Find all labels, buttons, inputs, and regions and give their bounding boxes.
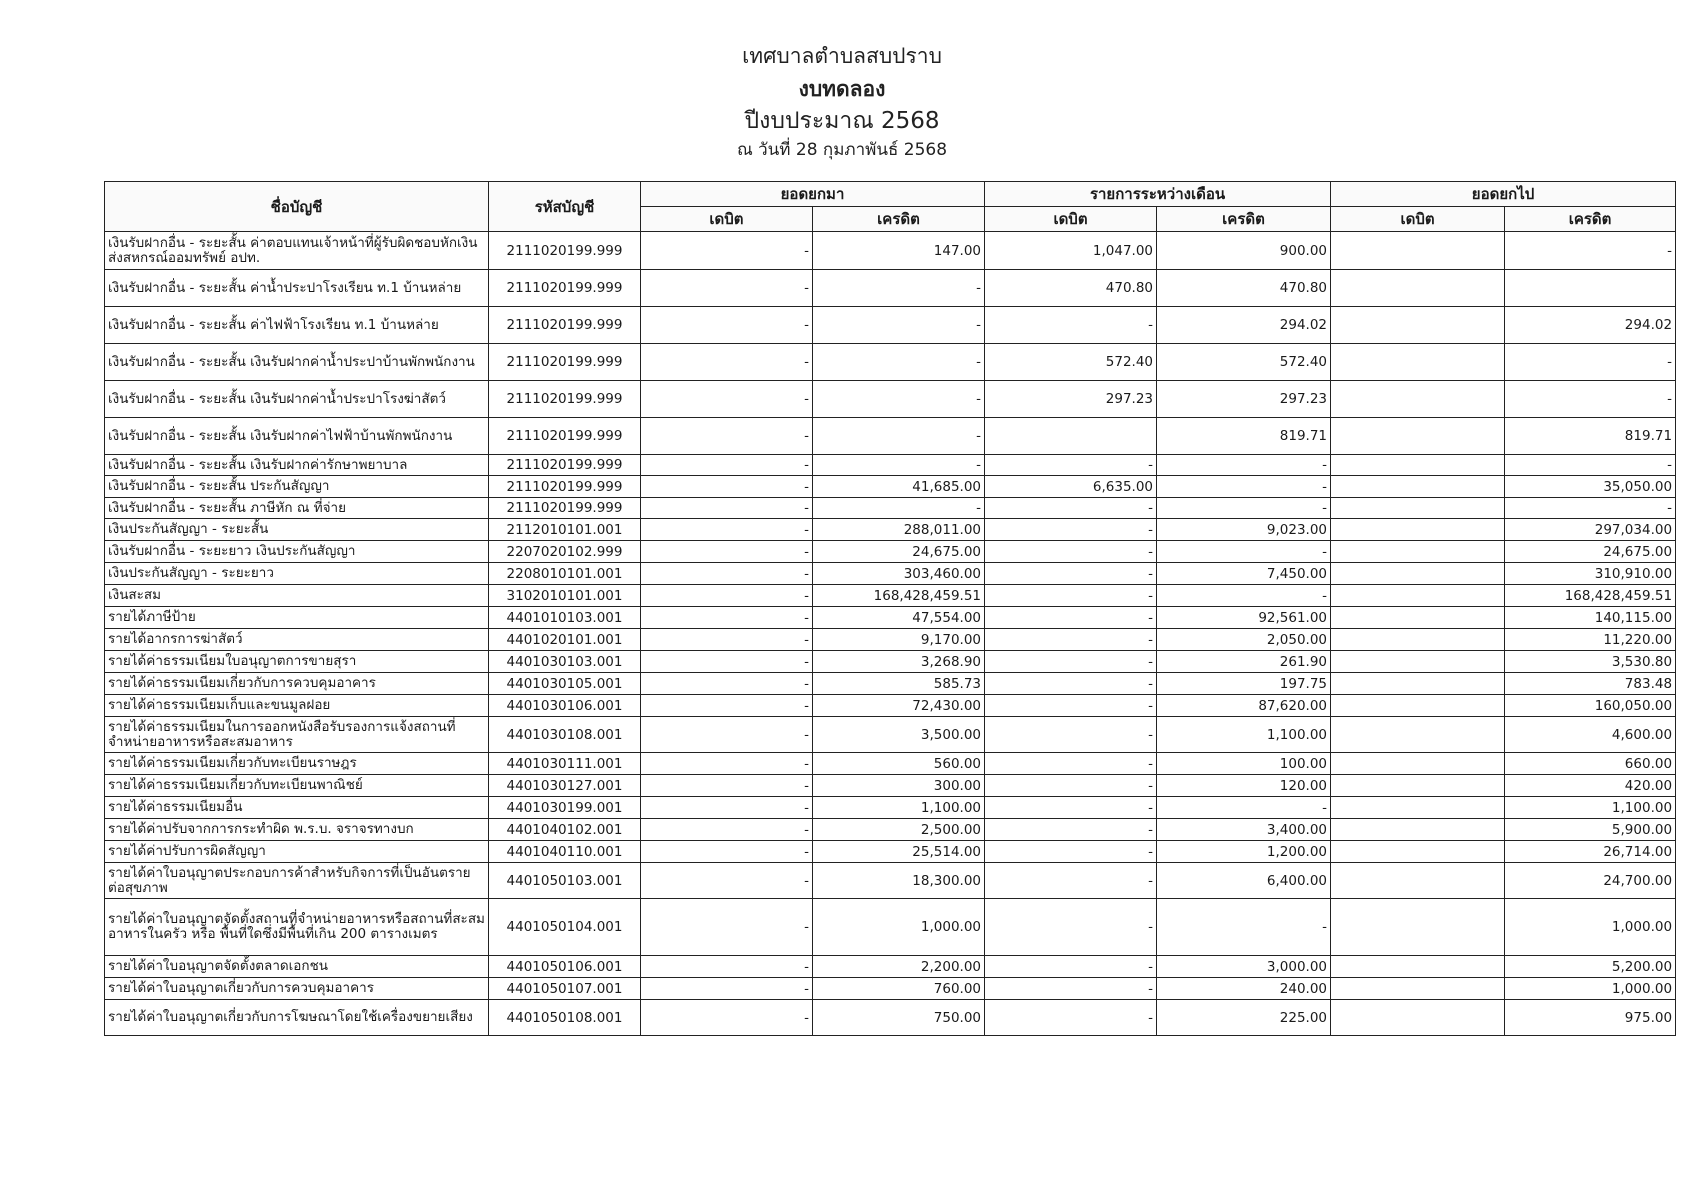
cell-account-name: รายได้ค่าปรับการผิดสัญญา (105, 841, 489, 863)
cell-cf-debit (1331, 381, 1505, 418)
cell-month-credit: - (1157, 797, 1331, 819)
cell-cf-debit (1331, 673, 1505, 695)
cell-account-code: 2111020199.999 (489, 344, 641, 381)
cell-account-name: รายได้ค่าธรรมเนียมเกี่ยวกับการควบคุมอาคาร (105, 673, 489, 695)
cell-cf-credit: 24,700.00 (1505, 863, 1676, 899)
cell-account-code: 4401040110.001 (489, 841, 641, 863)
cell-cf-debit (1331, 956, 1505, 978)
cell-account-code: 4401030103.001 (489, 651, 641, 673)
cell-account-code: 4401030106.001 (489, 695, 641, 717)
cell-account-code: 2111020199.999 (489, 381, 641, 418)
cell-bf-credit: 1,000.00 (813, 899, 985, 956)
cell-month-debit: - (985, 519, 1157, 541)
cell-bf-debit: - (641, 863, 813, 899)
cell-bf-credit: 560.00 (813, 753, 985, 775)
table-row (105, 418, 1676, 455)
cell-bf-credit: 9,170.00 (813, 629, 985, 651)
cell-cf-debit (1331, 717, 1505, 753)
cell-bf-debit: - (641, 819, 813, 841)
cell-cf-debit (1331, 899, 1505, 956)
cell-cf-debit (1331, 585, 1505, 607)
cell-cf-debit (1331, 563, 1505, 585)
cell-cf-debit (1331, 978, 1505, 1000)
cell-bf-credit: 147.00 (813, 232, 985, 270)
header-bf-debit: เดบิต (641, 207, 813, 232)
table-row (105, 753, 1676, 775)
cell-account-name: รายได้อากรการฆ่าสัตว์ (105, 629, 489, 651)
cell-month-debit: - (985, 956, 1157, 978)
cell-bf-debit: - (641, 753, 813, 775)
cell-bf-debit: - (641, 307, 813, 344)
cell-account-code: 4401030199.001 (489, 797, 641, 819)
cell-bf-credit: 72,430.00 (813, 695, 985, 717)
trial-balance-table (104, 181, 1676, 1036)
table-row (105, 607, 1676, 629)
cell-account-code: 4401030127.001 (489, 775, 641, 797)
cell-bf-credit: 303,460.00 (813, 563, 985, 585)
header-carried-forward: ยอดยกไป (1331, 182, 1676, 207)
cell-bf-debit: - (641, 455, 813, 476)
cell-account-name: รายได้ค่าธรรมเนียมอื่น (105, 797, 489, 819)
table-row (105, 673, 1676, 695)
cell-account-code: 2111020199.999 (489, 270, 641, 307)
cell-bf-debit: - (641, 232, 813, 270)
cell-month-debit: - (985, 651, 1157, 673)
cell-bf-credit: 760.00 (813, 978, 985, 1000)
cell-bf-credit: 2,500.00 (813, 819, 985, 841)
cell-bf-debit: - (641, 651, 813, 673)
cell-account-name: เงินรับฝากอื่น - ระยะสั้น เงินรับฝากค่าน้ำประปาบ้านพักพนักงาน (105, 344, 489, 381)
cell-cf-debit (1331, 307, 1505, 344)
cell-account-name: รายได้ค่าใบอนุญาตเกี่ยวกับการควบคุมอาคาร (105, 978, 489, 1000)
cell-cf-credit: 24,675.00 (1505, 541, 1676, 563)
cell-bf-debit: - (641, 841, 813, 863)
cell-month-credit: 87,620.00 (1157, 695, 1331, 717)
cell-account-code: 2112010101.001 (489, 519, 641, 541)
cell-bf-debit: - (641, 270, 813, 307)
cell-bf-credit: 585.73 (813, 673, 985, 695)
table-row (105, 819, 1676, 841)
cell-bf-credit: 300.00 (813, 775, 985, 797)
cell-bf-credit: - (813, 381, 985, 418)
report-title: งบทดลอง (798, 77, 886, 101)
cell-bf-credit: 2,200.00 (813, 956, 985, 978)
cell-cf-credit: 140,115.00 (1505, 607, 1676, 629)
cell-month-credit: 3,000.00 (1157, 956, 1331, 978)
table-row (105, 519, 1676, 541)
cell-bf-debit: - (641, 695, 813, 717)
cell-account-name: เงินรับฝากอื่น - ระยะสั้น ภาษีหัก ณ ที่จ่าย (105, 498, 489, 519)
cell-month-credit: 470.80 (1157, 270, 1331, 307)
cell-cf-debit (1331, 797, 1505, 819)
table-row (105, 455, 1676, 476)
table-row (105, 717, 1676, 753)
cell-cf-debit (1331, 498, 1505, 519)
cell-month-credit: 297.23 (1157, 381, 1331, 418)
cell-account-code: 4401050108.001 (489, 1000, 641, 1036)
cell-cf-credit: 783.48 (1505, 673, 1676, 695)
cell-bf-credit: - (813, 270, 985, 307)
cell-cf-credit: 11,220.00 (1505, 629, 1676, 651)
table-row (105, 585, 1676, 607)
cell-bf-debit: - (641, 381, 813, 418)
cell-cf-debit (1331, 651, 1505, 673)
cell-bf-credit: 41,685.00 (813, 476, 985, 498)
cell-cf-credit: 975.00 (1505, 1000, 1676, 1036)
cell-bf-credit: 24,675.00 (813, 541, 985, 563)
cell-month-credit: 572.40 (1157, 344, 1331, 381)
table-row (105, 899, 1676, 956)
cell-bf-credit: - (813, 307, 985, 344)
cell-cf-debit (1331, 1000, 1505, 1036)
header-account-code: รหัสบัญชี (489, 182, 641, 232)
cell-month-credit: 1,100.00 (1157, 717, 1331, 753)
cell-account-name: เงินประกันสัญญา - ระยะยาว (105, 563, 489, 585)
cell-bf-debit: - (641, 1000, 813, 1036)
cell-account-name: รายได้ค่าใบอนุญาตจัดตั้งสถานที่จำหน่ายอาหารหรือสถานที่สะสมอาหารในครัว หรือ พื้นที่ใดซึ่งมีพื้นที่เกิน 200 ตารางเมตร (105, 899, 489, 956)
cell-account-name: รายได้ค่าธรรมเนียมใบอนุญาตการขายสุรา (105, 651, 489, 673)
cell-month-debit: - (985, 455, 1157, 476)
cell-cf-debit (1331, 695, 1505, 717)
table-row (105, 498, 1676, 519)
cell-cf-debit (1331, 629, 1505, 651)
cell-cf-credit: 1,000.00 (1505, 978, 1676, 1000)
cell-month-credit: 1,200.00 (1157, 841, 1331, 863)
cell-month-credit: 261.90 (1157, 651, 1331, 673)
cell-month-credit: 197.75 (1157, 673, 1331, 695)
cell-bf-debit: - (641, 797, 813, 819)
cell-month-debit: - (985, 899, 1157, 956)
cell-account-code: 2111020199.999 (489, 476, 641, 498)
cell-month-debit: - (985, 541, 1157, 563)
cell-month-debit: - (985, 695, 1157, 717)
cell-bf-credit: - (813, 344, 985, 381)
cell-month-debit: 1,047.00 (985, 232, 1157, 270)
cell-account-name: เงินรับฝากอื่น - ระยะสั้น เงินรับฝากค่ารักษาพยาบาล (105, 455, 489, 476)
cell-bf-credit: 3,268.90 (813, 651, 985, 673)
cell-cf-credit: 5,900.00 (1505, 819, 1676, 841)
cell-bf-debit: - (641, 775, 813, 797)
cell-month-credit: 294.02 (1157, 307, 1331, 344)
cell-cf-credit: 168,428,459.51 (1505, 585, 1676, 607)
cell-month-debit: 572.40 (985, 344, 1157, 381)
table-row (105, 1000, 1676, 1036)
table-row (105, 629, 1676, 651)
cell-month-debit: - (985, 819, 1157, 841)
cell-account-code: 2111020199.999 (489, 418, 641, 455)
cell-bf-debit: - (641, 418, 813, 455)
cell-bf-debit: - (641, 899, 813, 956)
cell-cf-credit: 297,034.00 (1505, 519, 1676, 541)
cell-bf-credit: 750.00 (813, 1000, 985, 1036)
cell-month-debit: - (985, 775, 1157, 797)
cell-cf-credit: - (1505, 344, 1676, 381)
table-row (105, 651, 1676, 673)
cell-cf-debit (1331, 344, 1505, 381)
cell-account-code: 3102010101.001 (489, 585, 641, 607)
cell-month-debit: - (985, 978, 1157, 1000)
cell-account-code: 4401020101.001 (489, 629, 641, 651)
cell-account-name: รายได้ค่าธรรมเนียมเกี่ยวกับทะเบียนพาณิชย์ (105, 775, 489, 797)
table-row (105, 797, 1676, 819)
cell-cf-debit (1331, 476, 1505, 498)
cell-account-name: เงินรับฝากอื่น - ระยะสั้น ค่าตอบแทนเจ้าหน้าที่ผู้รับผิดชอบหักเงินส่งสหกรณ์ออมทรัพย์ อปท. (105, 232, 489, 270)
cell-month-debit: - (985, 585, 1157, 607)
cell-month-credit: - (1157, 585, 1331, 607)
cell-account-name: รายได้ค่าธรรมเนียมในการออกหนังสือรับรองการแจ้งสถานที่จำหน่ายอาหารหรือสะสมอาหาร (105, 717, 489, 753)
header-cf-credit: เครดิต (1505, 207, 1676, 232)
cell-month-credit: 6,400.00 (1157, 863, 1331, 899)
cell-month-debit (985, 418, 1157, 455)
cell-account-code: 4401030111.001 (489, 753, 641, 775)
cell-cf-debit (1331, 819, 1505, 841)
table-row (105, 775, 1676, 797)
cell-month-credit: - (1157, 455, 1331, 476)
cell-bf-debit: - (641, 629, 813, 651)
cell-account-name: เงินรับฝากอื่น - ระยะสั้น เงินรับฝากค่าน้ำประปาโรงฆ่าสัตว์ (105, 381, 489, 418)
cell-bf-debit: - (641, 344, 813, 381)
cell-account-name: รายได้ค่าใบอนุญาตจัดตั้งตลาดเอกชน (105, 956, 489, 978)
header-brought-forward: ยอดยกมา (641, 182, 985, 207)
cell-account-name: เงินรับฝากอื่น - ระยะสั้น ประกันสัญญา (105, 476, 489, 498)
cell-account-code: 4401030105.001 (489, 673, 641, 695)
table-row (105, 695, 1676, 717)
cell-month-credit: 100.00 (1157, 753, 1331, 775)
cell-cf-debit (1331, 753, 1505, 775)
cell-month-credit: 120.00 (1157, 775, 1331, 797)
cell-cf-debit (1331, 519, 1505, 541)
cell-cf-credit: - (1505, 381, 1676, 418)
cell-month-debit: - (985, 753, 1157, 775)
cell-cf-credit: 4,600.00 (1505, 717, 1676, 753)
table-row (105, 381, 1676, 418)
cell-month-debit: 6,635.00 (985, 476, 1157, 498)
table-row (105, 232, 1676, 270)
cell-account-name: เงินสะสม (105, 585, 489, 607)
cell-month-credit: - (1157, 498, 1331, 519)
table-row (105, 541, 1676, 563)
cell-cf-credit: 26,714.00 (1505, 841, 1676, 863)
cell-account-name: เงินรับฝากอื่น - ระยะสั้น ค่าน้ำประปาโรงเรียน ท.1 บ้านหล่าย (105, 270, 489, 307)
cell-cf-credit: 294.02 (1505, 307, 1676, 344)
cell-bf-debit: - (641, 717, 813, 753)
cell-cf-credit: 420.00 (1505, 775, 1676, 797)
table-row (105, 344, 1676, 381)
cell-bf-credit: 3,500.00 (813, 717, 985, 753)
cell-month-debit: - (985, 797, 1157, 819)
cell-month-debit: 470.80 (985, 270, 1157, 307)
cell-cf-credit: 1,100.00 (1505, 797, 1676, 819)
cell-account-code: 4401030108.001 (489, 717, 641, 753)
cell-month-debit: - (985, 498, 1157, 519)
cell-bf-debit: - (641, 563, 813, 585)
table-row (105, 978, 1676, 1000)
cell-cf-debit (1331, 841, 1505, 863)
header-bf-credit: เครดิต (813, 207, 985, 232)
cell-month-debit: 297.23 (985, 381, 1157, 418)
cell-bf-debit: - (641, 519, 813, 541)
cell-month-credit: 819.71 (1157, 418, 1331, 455)
cell-month-credit: 92,561.00 (1157, 607, 1331, 629)
cell-account-name: เงินประกันสัญญา - ระยะสั้น (105, 519, 489, 541)
cell-account-code: 4401050103.001 (489, 863, 641, 899)
cell-cf-credit: - (1505, 455, 1676, 476)
header-m-debit: เดบิต (985, 207, 1157, 232)
cell-cf-credit: 35,050.00 (1505, 476, 1676, 498)
cell-bf-credit: - (813, 455, 985, 476)
header-cf-debit: เดบิต (1331, 207, 1505, 232)
cell-month-debit: - (985, 841, 1157, 863)
cell-account-code: 2111020199.999 (489, 498, 641, 519)
cell-account-code: 2207020102.999 (489, 541, 641, 563)
cell-account-name: รายได้ค่าใบอนุญาตประกอบการค้าสำหรับกิจการที่เป็นอันตรายต่อสุขภาพ (105, 863, 489, 899)
cell-month-credit: - (1157, 899, 1331, 956)
cell-cf-credit: 819.71 (1505, 418, 1676, 455)
table-row (105, 307, 1676, 344)
cell-month-credit: - (1157, 476, 1331, 498)
cell-month-credit: 2,050.00 (1157, 629, 1331, 651)
cell-cf-debit (1331, 418, 1505, 455)
cell-month-debit: - (985, 607, 1157, 629)
cell-account-code: 4401010103.001 (489, 607, 641, 629)
cell-cf-debit (1331, 607, 1505, 629)
cell-account-name: เงินรับฝากอื่น - ระยะสั้น ค่าไฟฟ้าโรงเรียน ท.1 บ้านหล่าย (105, 307, 489, 344)
report-date: ณ วันที่ 28 กุมภาพันธ์ 2568 (736, 140, 948, 160)
header-account-name: ชื่อบัญชี (105, 182, 489, 232)
cell-account-code: 4401050104.001 (489, 899, 641, 956)
cell-cf-credit: 310,910.00 (1505, 563, 1676, 585)
cell-cf-debit (1331, 232, 1505, 270)
header-m-credit: เครดิต (1157, 207, 1331, 232)
cell-cf-credit: - (1505, 232, 1676, 270)
cell-bf-debit: - (641, 956, 813, 978)
cell-month-debit: - (985, 629, 1157, 651)
cell-month-credit: 900.00 (1157, 232, 1331, 270)
cell-cf-credit: 5,200.00 (1505, 956, 1676, 978)
cell-bf-debit: - (641, 476, 813, 498)
cell-cf-debit (1331, 775, 1505, 797)
cell-account-name: เงินรับฝากอื่น - ระยะยาว เงินประกันสัญญา (105, 541, 489, 563)
cell-cf-credit: - (1505, 498, 1676, 519)
table-row (105, 863, 1676, 899)
cell-bf-credit: - (813, 498, 985, 519)
cell-bf-debit: - (641, 498, 813, 519)
cell-account-code: 2111020199.999 (489, 232, 641, 270)
cell-month-debit: - (985, 717, 1157, 753)
cell-cf-credit (1505, 270, 1676, 307)
cell-month-credit: 225.00 (1157, 1000, 1331, 1036)
cell-bf-debit: - (641, 607, 813, 629)
cell-account-code: 4401050106.001 (489, 956, 641, 978)
cell-cf-credit: 3,530.80 (1505, 651, 1676, 673)
cell-account-code: 2111020199.999 (489, 455, 641, 476)
cell-account-name: รายได้ค่าปรับจากการกระทำผิด พ.ร.บ. จราจรทางบก (105, 819, 489, 841)
header-during-month: รายการระหว่างเดือน (985, 182, 1331, 207)
cell-month-credit: - (1157, 541, 1331, 563)
cell-bf-credit: 288,011.00 (813, 519, 985, 541)
cell-cf-debit (1331, 863, 1505, 899)
cell-account-name: รายได้ค่าธรรมเนียมเกี่ยวกับทะเบียนราษฎร (105, 753, 489, 775)
cell-cf-credit: 160,050.00 (1505, 695, 1676, 717)
cell-bf-credit: 18,300.00 (813, 863, 985, 899)
cell-account-name: รายได้ค่าธรรมเนียมเก็บและขนมูลฝอย (105, 695, 489, 717)
cell-account-name: เงินรับฝากอื่น - ระยะสั้น เงินรับฝากค่าไฟฟ้าบ้านพักพนักงาน (105, 418, 489, 455)
cell-cf-credit: 660.00 (1505, 753, 1676, 775)
table-row (105, 270, 1676, 307)
cell-account-code: 4401040102.001 (489, 819, 641, 841)
cell-account-code: 4401050107.001 (489, 978, 641, 1000)
cell-cf-credit: 1,000.00 (1505, 899, 1676, 956)
cell-bf-credit: 168,428,459.51 (813, 585, 985, 607)
cell-month-debit: - (985, 673, 1157, 695)
cell-bf-credit: 25,514.00 (813, 841, 985, 863)
cell-cf-debit (1331, 270, 1505, 307)
cell-month-credit: 7,450.00 (1157, 563, 1331, 585)
cell-month-credit: 3,400.00 (1157, 819, 1331, 841)
cell-cf-debit (1331, 541, 1505, 563)
cell-account-code: 2111020199.999 (489, 307, 641, 344)
cell-bf-credit: 47,554.00 (813, 607, 985, 629)
cell-bf-credit: - (813, 418, 985, 455)
cell-account-name: รายได้ค่าใบอนุญาตเกี่ยวกับการโฆษณาโดยใช้เครื่องขยายเสียง (105, 1000, 489, 1036)
cell-month-credit: 9,023.00 (1157, 519, 1331, 541)
fiscal-year: ปีงบประมาณ 2568 (744, 108, 940, 134)
table-row (105, 956, 1676, 978)
cell-month-credit: 240.00 (1157, 978, 1331, 1000)
cell-month-debit: - (985, 307, 1157, 344)
table-row (105, 476, 1676, 498)
cell-account-name: รายได้ภาษีป้าย (105, 607, 489, 629)
cell-bf-debit: - (641, 978, 813, 1000)
cell-bf-credit: 1,100.00 (813, 797, 985, 819)
cell-bf-debit: - (641, 585, 813, 607)
org-name: เทศบาลตำบลสบปราบ (742, 44, 942, 68)
cell-month-debit: - (985, 1000, 1157, 1036)
table-row (105, 841, 1676, 863)
cell-bf-debit: - (641, 541, 813, 563)
cell-month-debit: - (985, 563, 1157, 585)
cell-month-debit: - (985, 863, 1157, 899)
cell-account-code: 2208010101.001 (489, 563, 641, 585)
cell-cf-debit (1331, 455, 1505, 476)
table-row (105, 563, 1676, 585)
cell-bf-debit: - (641, 673, 813, 695)
